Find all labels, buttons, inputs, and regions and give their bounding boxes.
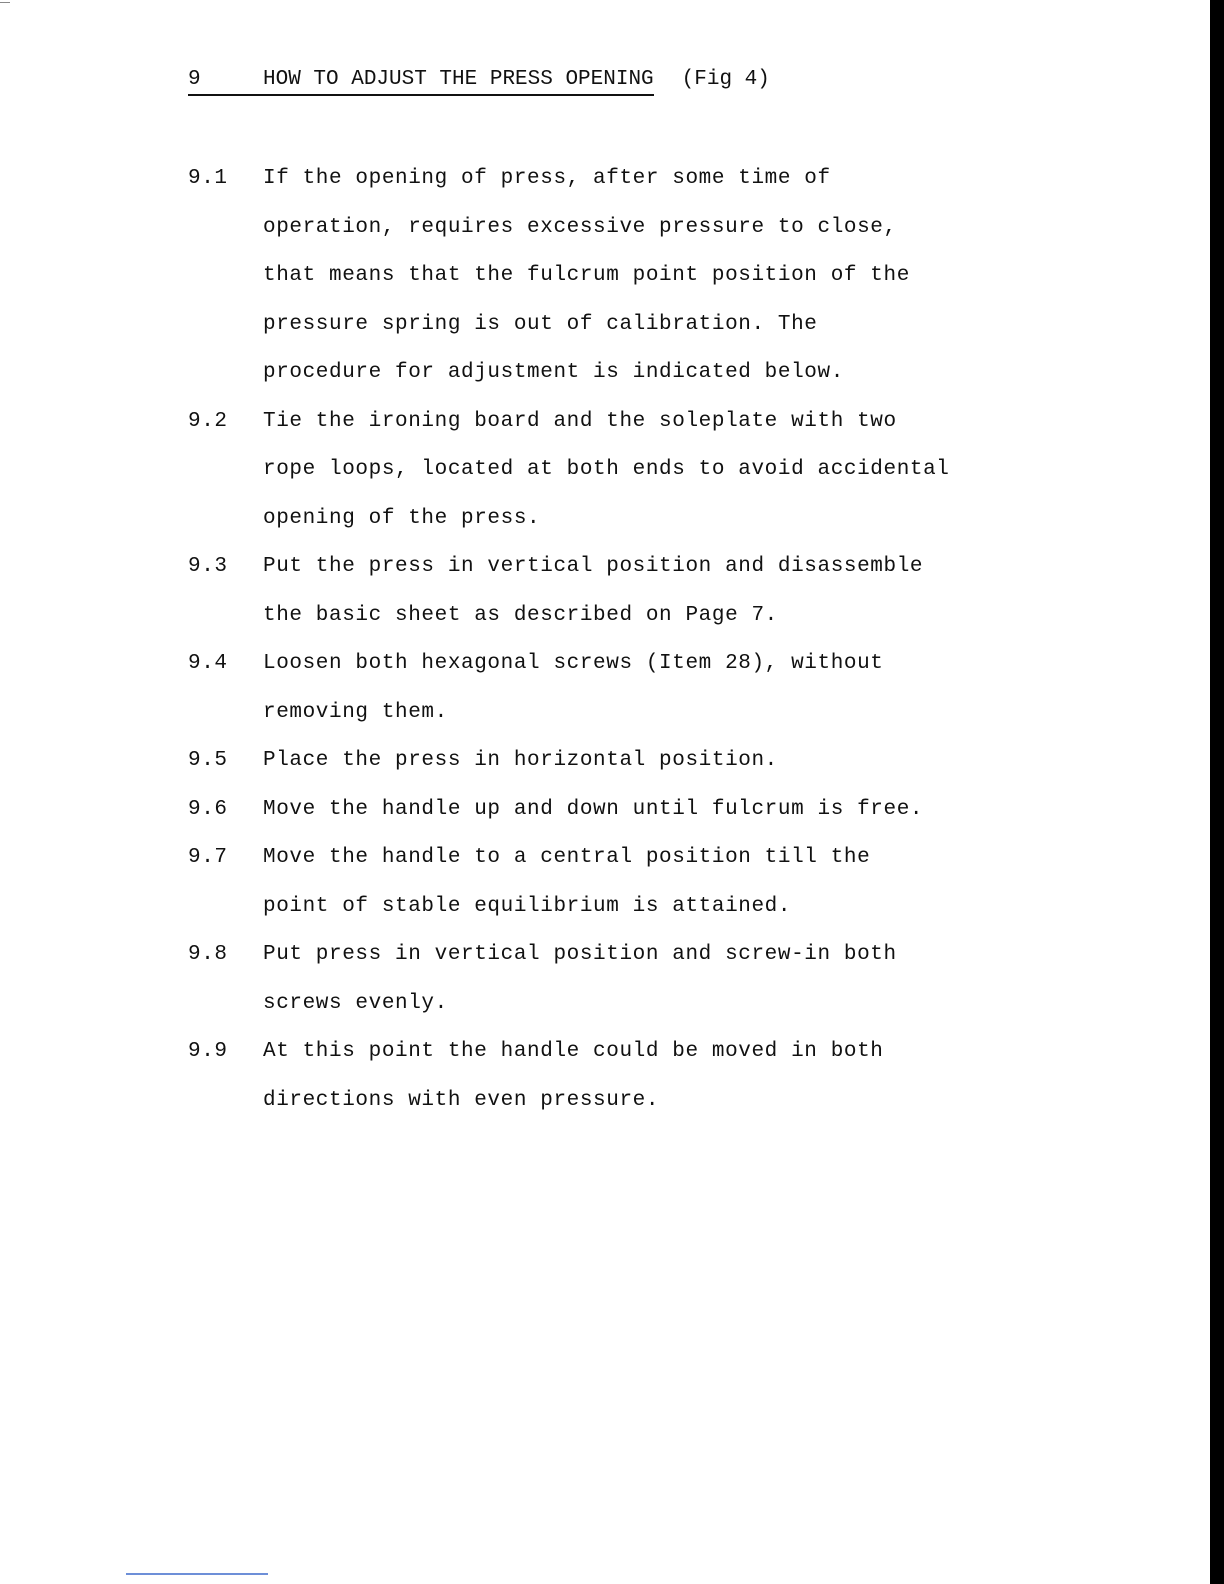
- item-number: 9.7: [188, 846, 228, 869]
- item-text: Loosen both hexagonal screws (Item 28), without removing them.: [263, 652, 884, 724]
- scan-edge: [1210, 0, 1224, 1584]
- item-number: 9.6: [188, 797, 228, 821]
- list-item: [188, 737, 1068, 786]
- list-item: [188, 834, 1068, 931]
- figure-reference: (Fig 4): [681, 68, 770, 91]
- list-item: [188, 398, 1068, 544]
- item-text: Tie the ironing board and the soleplate with two rope loops, located at both ends to avoid accidental opening of the press.: [263, 409, 950, 530]
- instruction-list: [188, 155, 1068, 1125]
- item-number: 9.5: [188, 749, 228, 772]
- item-text: Move the handle to a central position till the point of stable equilibrium is attained.: [263, 846, 871, 918]
- scan-mark: [0, 2, 10, 3]
- item-number: 9.3: [188, 555, 228, 578]
- item-number: 9.9: [188, 1040, 228, 1063]
- section-heading: [188, 64, 770, 96]
- item-number: 9.1: [188, 167, 228, 190]
- item-text: Move the handle up and down until fulcrum is free.: [263, 797, 924, 821]
- list-item: [188, 155, 1068, 398]
- item-text: Place the press in horizontal position.: [263, 749, 778, 772]
- section-title: HOW TO ADJUST THE PRESS OPENING: [263, 68, 654, 91]
- item-number: 9.8: [188, 943, 228, 966]
- scan-mark: [126, 1573, 268, 1575]
- item-number: 9.4: [188, 652, 228, 675]
- item-number: 9.2: [188, 409, 228, 433]
- item-text: If the opening of press, after some time of operation, requires excessive pressure to close, that means that the fulcrum point position of the pressure spring is out of calibration. The procedure for adjustment is indicated below.: [263, 167, 910, 384]
- item-text: Put press in vertical position and screw-in both screws evenly.: [263, 943, 897, 1015]
- item-text: At this point the handle could be moved in both directions with even pressure.: [263, 1040, 884, 1112]
- list-item: [188, 543, 1068, 640]
- list-item: [188, 640, 1068, 737]
- item-text: Put the press in vertical position and disassemble the basic sheet as described on Page 7.: [263, 555, 924, 627]
- list-item: [188, 1028, 1068, 1125]
- section-number: 9: [188, 68, 201, 91]
- section-heading-underlined: [188, 66, 654, 96]
- list-item: [188, 931, 1068, 1028]
- list-item: [188, 786, 1068, 835]
